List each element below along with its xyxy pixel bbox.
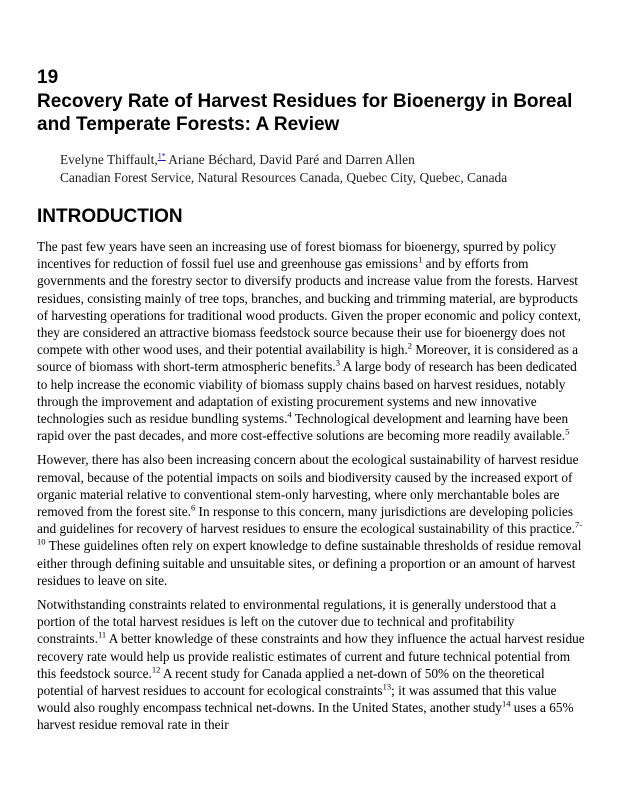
citation-ref: 7-10	[37, 519, 583, 548]
co-authors: Ariane Béchard, David Paré and Darren Allen	[165, 152, 415, 167]
text-run: In response to this concern, many jurisdictions are developing policies and guidelines for recovery of harvest residues to ensure the ecological sustainability of this practice.	[37, 504, 575, 537]
author-line	[60, 151, 605, 169]
citation-ref: 12	[151, 664, 161, 675]
affiliation-marker-link[interactable]	[158, 152, 166, 161]
text-run: These guidelines often rely on expert knowledge to define sustainable thresholds of residue removal either through defining suitable and unsuitable sites, or defining a proportion or an amount of harvest residues to leave on site.	[37, 538, 582, 588]
text-run: ; it was assumed that this value would also roughly encompass technical net-downs. In the United States, another study	[37, 683, 557, 716]
citation-ref: 6	[190, 502, 196, 513]
citation-ref: 14	[501, 698, 511, 709]
section-heading-introduction: INTRODUCTION	[37, 206, 183, 227]
text-run: A better knowledge of these constraints and how they influence the actual harvest residue recovery rate would help us provide realistic estimates of current and future technical potential from this feedstock source.	[37, 631, 585, 681]
citation-ref: 11	[97, 630, 107, 641]
citation-ref: 2	[407, 340, 413, 351]
text-run: uses a 65% harvest residue removal rate in their	[37, 700, 574, 733]
author-block	[60, 151, 605, 187]
citation-ref: 4	[287, 409, 292, 420]
text-run: However, there has also been increasing concern about the ecological sustainability of harvest residue removal, because of the potential impacts on soils and biodiversity caused by the increased export of organic material relative to conventional stem-only harvesting, where only merchantable boles are removed from the forest site.	[37, 452, 579, 520]
text-run: Moreover, it is considered as a source of biomass with short-term atmospheric benefits.	[37, 342, 579, 375]
citation-ref: 13	[382, 681, 392, 692]
body-text	[37, 238, 585, 741]
first-author: Evelyne Thiffault,	[60, 152, 158, 167]
text-run: A recent study for Canada applied a net-down of 50% on the theoretical potential of harvest residues to account for ecological constraints	[37, 665, 545, 699]
citation-ref: 5	[565, 426, 570, 437]
text-run: The past few years have seen an increasing use of forest biomass for bioenergy, spurred by policy incentives for reduction of fossil fuel use and greenhouse gas emissions	[37, 239, 557, 272]
text-run: Notwithstanding constraints related to environmental regulations, it is generally understood that a portion of the total harvest residues is left on the cutover due to technical and profitability constraints.	[37, 597, 557, 647]
text-run: A large body of research has been dedicated to help increase the economic viability of biomass supply chains based on harvest residues, notably through the improvement and adaptation of existing procurement systems and new innovative technologies such as residue bundling systems.	[37, 359, 577, 427]
paragraph-1	[37, 238, 585, 444]
affiliation: Canadian Forest Service, Natural Resources Canada, Quebec City, Quebec, Canada	[60, 170, 508, 185]
chapter-title: Recovery Rate of Harvest Residues for Bioenergy in Boreal and Temperate Forests: A Review	[37, 91, 573, 135]
text-run: and by efforts from governments and the forestry sector to diversify products and increase value from the forests. Harvest residues, consisting mainly of tree tops, branches, and bucking and trimming material, are byproducts of harvesting operations for traditional wood products. Given the proper economic and policy context, they are considered an attractive biomass feedstock source because their use for bioenergy does not compete with other wood uses, and their potential availability is high.	[37, 256, 581, 358]
chapter-number: 19	[37, 67, 59, 88]
affiliation-number: 1	[157, 151, 162, 161]
paragraph-3	[37, 596, 585, 734]
corresponding-author-mark: *	[161, 151, 166, 161]
citation-ref: 1	[418, 254, 423, 265]
text-run: Technological development and learning have been rapid over the past decades, and more cost-effective solutions are becoming more readily available.	[37, 411, 569, 444]
citation-ref: 3	[335, 358, 340, 368]
paragraph-2	[37, 451, 585, 589]
